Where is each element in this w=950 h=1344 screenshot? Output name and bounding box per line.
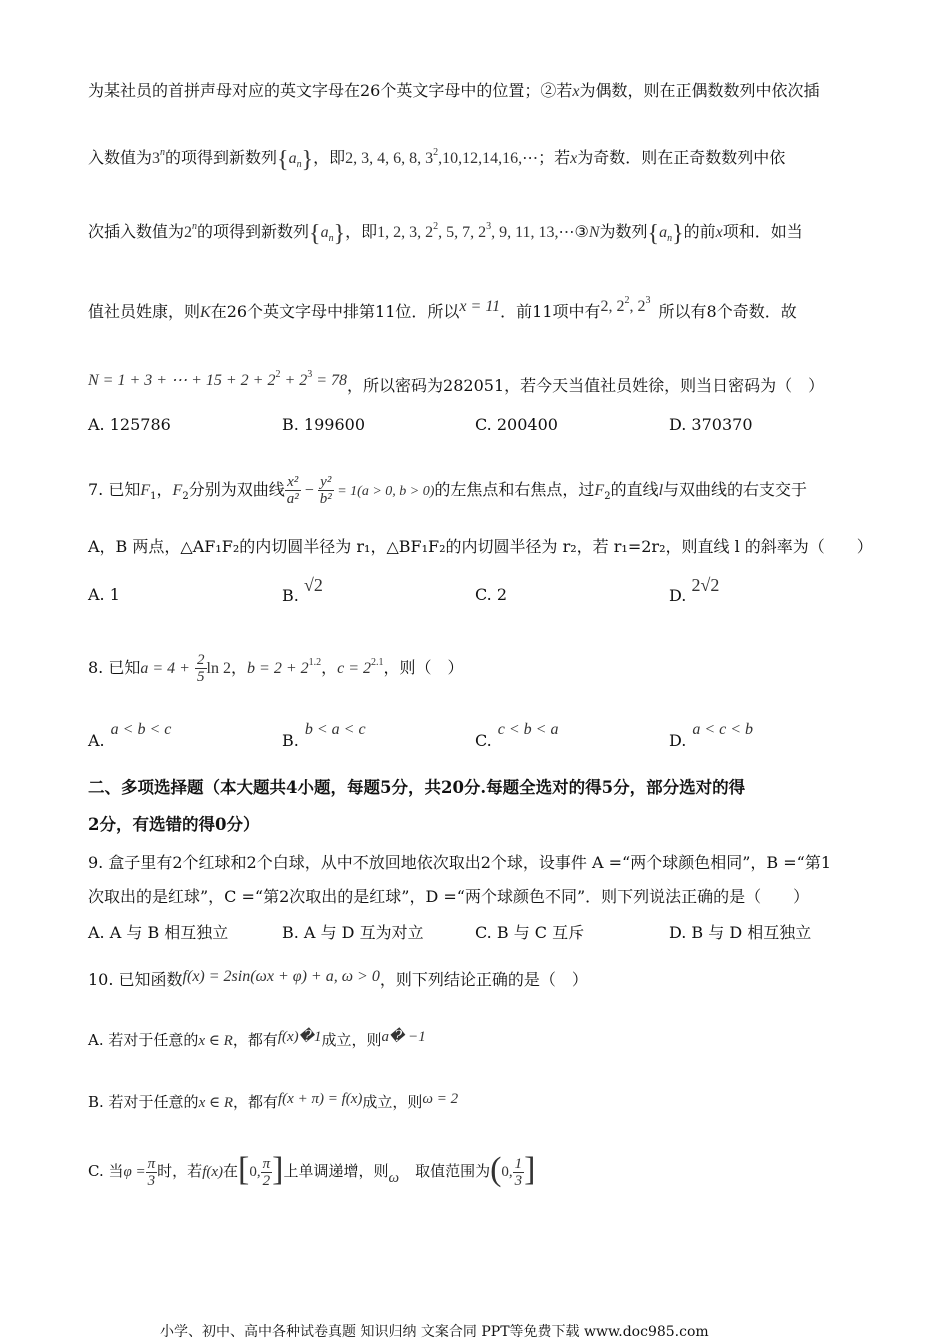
q6-line1: 为某社员的首拼声母对应的英文字母在26个英文字母中的位置；②若x为偶数，则在正偶数数列中依次插 bbox=[88, 81, 820, 100]
hyperbola-y-term: $\frac{\text{y²}}{\text{b²}}$ bbox=[319, 474, 332, 507]
q6-line3: 次插入数值为2$^n$的项得到新数列$\{a_n\}$，即1, 2, 3, $2^2$, 5, 7, $2^3$, 9, 11, 13,⋯③N为数列$\{a_n\}$的前x项和．如当 bbox=[88, 221, 803, 247]
section2-heading-line2: 2分，有选错的得0分） bbox=[88, 815, 260, 834]
q9-option-b[interactable]: B. A 与 D 互为对立 bbox=[282, 923, 424, 942]
q7-line2: A，B 两点，△AF₁F₂的内切圆半径为 r₁，△BF₁F₂的内切圆半径为 r₂，若 r₁=2r₂，则直线 l 的斜率为（ ） bbox=[88, 537, 873, 556]
q9-option-c[interactable]: C. B 与 C 互斥 bbox=[475, 923, 585, 942]
q8-option-a[interactable]: A.a < b < c bbox=[88, 721, 172, 750]
q7-line1: 7. 已知$F_1$，$F_2$分别为双曲线 $\frac{\text{x²}}{\text{a²}}$ − $\frac{\text{y²}}{\text{b²}}$ = 1(a > 0, b > 0)的左焦点和右焦点，过$F_2$的直线l与双曲线的右支交于 bbox=[88, 474, 808, 507]
q6-option-a[interactable]: A. 125786 bbox=[88, 415, 171, 434]
q9-option-a[interactable]: A. A 与 B 相互独立 bbox=[88, 923, 229, 942]
q6-line2: 入数值为3$^n$的项得到新数列$\{a_n\}$，即2, 3, 4, 6, 8, $3^2,10,12,14,16,\cdots$；若x为奇数．则在正奇数数列中依 bbox=[88, 147, 786, 173]
q6-option-b[interactable]: B. 199600 bbox=[282, 415, 366, 434]
q7-option-a[interactable]: A. 1 bbox=[88, 585, 120, 604]
q7-option-b[interactable]: B. √2 bbox=[282, 575, 323, 605]
q10-line1: 10. 已知函数f(x) = 2sin(ωx + φ) + a, ω > 0，则下列结论正确的是（ ） bbox=[88, 968, 588, 989]
q9-line1: 9. 盒子里有2个红球和2个白球，从中不放回地依次取出2个球，设事件 A =“两个球颜色相同”，B =“第1 bbox=[88, 853, 831, 872]
section2-heading-line1: 二、多项选择题（本大题共4小题，每题5分，共20分.每题全选对的得5分，部分选对的得 bbox=[88, 778, 746, 797]
q9-option-d[interactable]: D. B 与 D 相互独立 bbox=[669, 923, 812, 942]
q8-option-b[interactable]: B.b < a < c bbox=[282, 721, 366, 750]
q6-option-d[interactable]: D. 370370 bbox=[669, 415, 753, 434]
q7-option-c[interactable]: C. 2 bbox=[475, 585, 508, 604]
q10-option-c[interactable]: C. 当φ = $\frac{\pi}{3}$ 时，若f(x)在[0, $\frac{\pi}{2}$ ]上单调递增，则ω 取值范围为(0, $\frac{1}{3}$ ] bbox=[88, 1151, 536, 1189]
q10-option-a[interactable]: A. 若对于任意的x ∈ R，都有f(x)�1成立，则a� −1 bbox=[88, 1029, 426, 1049]
q6-line5: N = 1 + 3 + ⋯ + $15 + 2 + 2^2 + 2^3 = 78$，所以密码为282051，若今天当值社员姓徐，则当日密码为（ ） bbox=[88, 369, 825, 395]
q8-option-c[interactable]: C.c < b < a bbox=[475, 721, 559, 750]
q6-line4: 值社员姓康，则K在26个英文字母中排第11位．所以x = 11．前11项中有2, $2^2$, $2^3$所以有8个奇数．故 bbox=[88, 295, 797, 321]
hyperbola-x-term: $\frac{\text{x²}}{\text{a²}}$ bbox=[286, 474, 299, 507]
page-footer: 小学、初中、高中各种试卷真题 知识归纳 文案合同 PPT等免费下载 www.doc985.com bbox=[160, 1324, 709, 1340]
q10-option-b[interactable]: B. 若对于任意的x ∈ R，都有f(x + π) = f(x)成立，则ω = 2 bbox=[88, 1091, 459, 1111]
q9-line2: 次取出的是红球”，C =“第2次取出的是红球”，D =“两个球颜色不同”．则下列说法正确的是（ ） bbox=[88, 887, 810, 906]
q8-line1: 8. 已知a = 4 + $\frac{2}{5}$ ln 2，$b = 2 + 2^{1.2}$，$c = 2^{2.1}$，则（ ） bbox=[88, 652, 464, 685]
q6-option-c[interactable]: C. 200400 bbox=[475, 415, 558, 434]
q7-option-d[interactable]: D. 2√2 bbox=[669, 575, 720, 605]
q8-option-d[interactable]: D.a < c < b bbox=[669, 721, 754, 750]
